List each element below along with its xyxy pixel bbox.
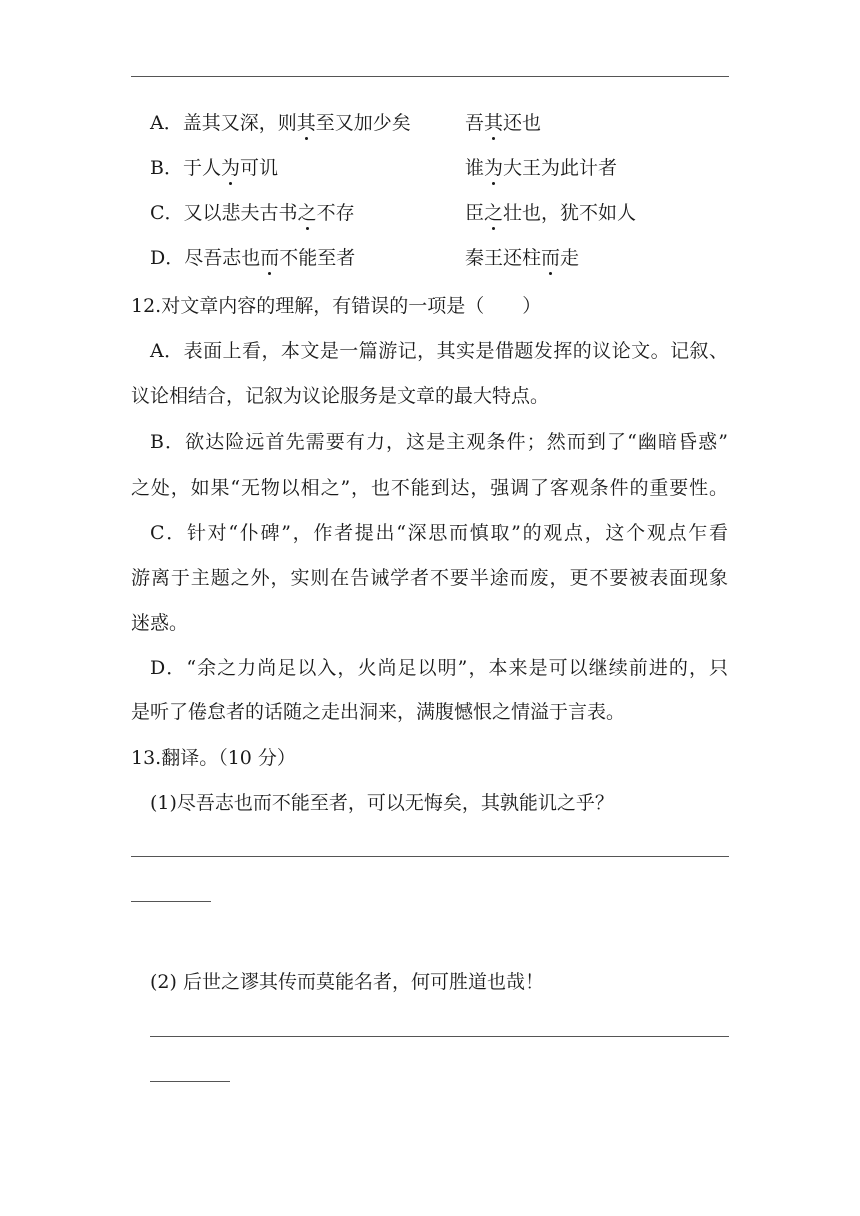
answer-line-2b[interactable] <box>150 1081 230 1082</box>
q12-option-b-line2: 之处，如果“无物以相之”，也不能到达，强调了客观条件的重要性。 <box>131 477 728 499</box>
q12-option-d-line2: 是听了倦怠者的话随之走出洞来，满腹憾恨之情溢于言表。 <box>131 701 626 723</box>
q11-option-c-right: 臣之壮也，犹不如人 <box>465 202 637 224</box>
answer-line-2a[interactable] <box>150 1036 729 1037</box>
q13-stem: 13.翻译。（10 分） <box>131 747 296 769</box>
q12-option-c-line3: 迷惑。 <box>131 612 189 634</box>
q13-sentence-2: (2) 后世之谬其传而莫能名者，何可胜道也哉！ <box>150 971 544 993</box>
q12-option-d-line1: D．“余之力尚足以入，火尚足以明”，本来是可以继续前进的，只 <box>150 657 728 679</box>
q13-sentence-1: (1)尽吾志也而不能至者，可以无悔矣，其孰能讥之乎？ <box>150 792 614 814</box>
q11-option-b-left: B．于人为可讥 <box>150 157 278 179</box>
q11-option-a-left: A．盖其又深，则其至又加少矣 <box>150 112 411 134</box>
q11-option-d-right: 秦王还柱而走 <box>465 247 580 269</box>
q12-option-a-line2: 议论相结合，记叙为议论服务是文章的最大特点。 <box>131 385 550 407</box>
q12-option-c-line1: C．针对“仆碑”，作者提出“深思而慎取”的观点，这个观点乍看 <box>150 522 728 544</box>
q12-option-a-line1: A．表面上看，本文是一篇游记，其实是借题发挥的议论文。记叙、 <box>150 340 728 362</box>
q11-option-d-left: D．尽吾志也而不能至者 <box>150 247 356 269</box>
q11-option-c-left: C．又以悲夫古书之不存 <box>150 202 355 224</box>
answer-line-1a[interactable] <box>131 856 729 857</box>
q11-option-a-right: 吾其还也 <box>465 112 542 134</box>
q12-option-b-line1: B．欲达险远首先需要有力，这是主观条件；然而到了“幽暗昏惑” <box>150 431 728 453</box>
q11-option-b-right: 谁为大王为此计者 <box>465 157 618 179</box>
top-rule <box>131 76 729 77</box>
q12-stem: 12.对文章内容的理解，有错误的一项是（ ） <box>131 295 542 317</box>
q12-option-c-line2: 游离于主题之外，实则在告诫学者不要半途而废，更不要被表面现象 <box>131 567 728 589</box>
answer-line-1b[interactable] <box>131 901 211 902</box>
